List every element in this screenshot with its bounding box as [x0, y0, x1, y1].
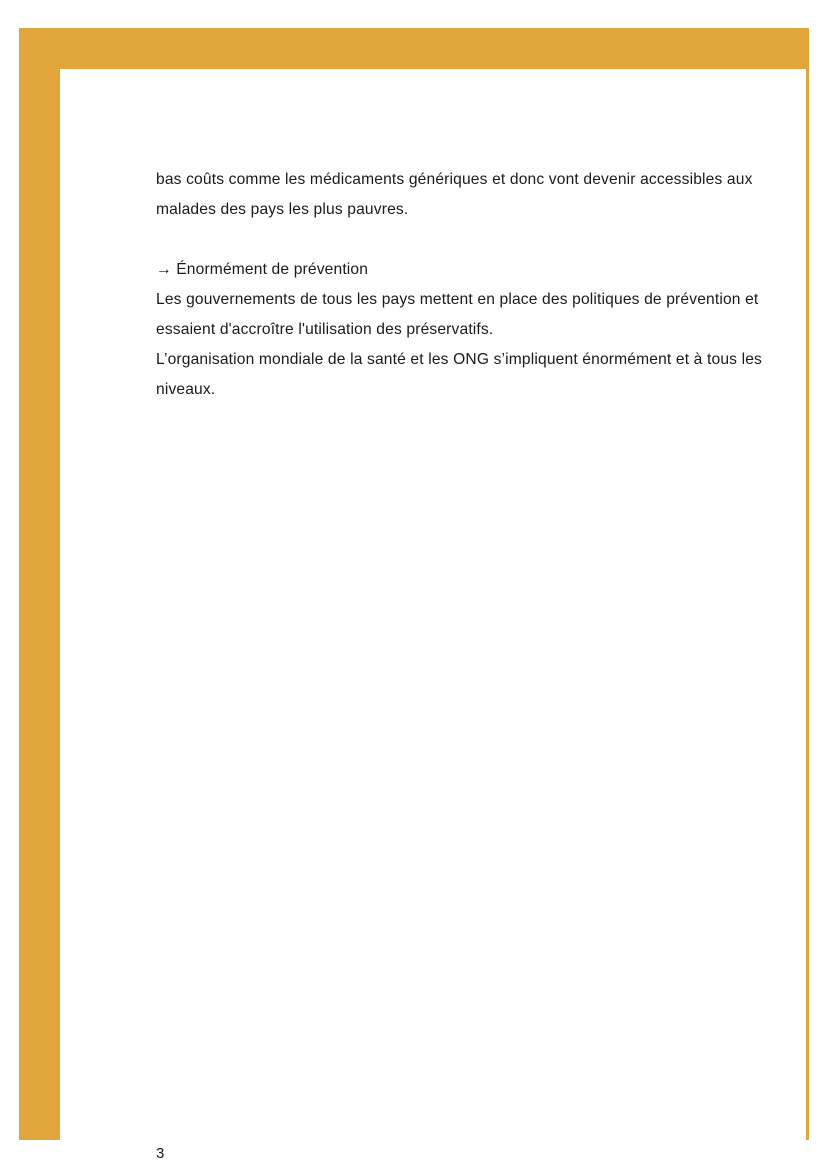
- page-number-footer: 3: [156, 1145, 165, 1162]
- body-paragraph-3: L’organisation mondiale de la santé et les ONG s’impliquent énormément et à tous les niveaux.: [156, 351, 762, 398]
- paragraph-spacer: [156, 225, 796, 255]
- body-paragraph-1: bas coûts comme les médicaments génériques et donc vont devenir accessibles aux malades des pays les plus pauvres.: [156, 171, 753, 218]
- section-heading-prevention: → Énormément de prévention: [156, 261, 369, 278]
- page-content: [156, 165, 796, 405]
- page-paper: [60, 69, 806, 1162]
- body-paragraph-2: Les gouvernements de tous les pays mettent en place des politiques de prévention et essaient d'accroître l'utilisation des préservatifs.: [156, 291, 759, 338]
- decorative-border-frame: [19, 28, 809, 1162]
